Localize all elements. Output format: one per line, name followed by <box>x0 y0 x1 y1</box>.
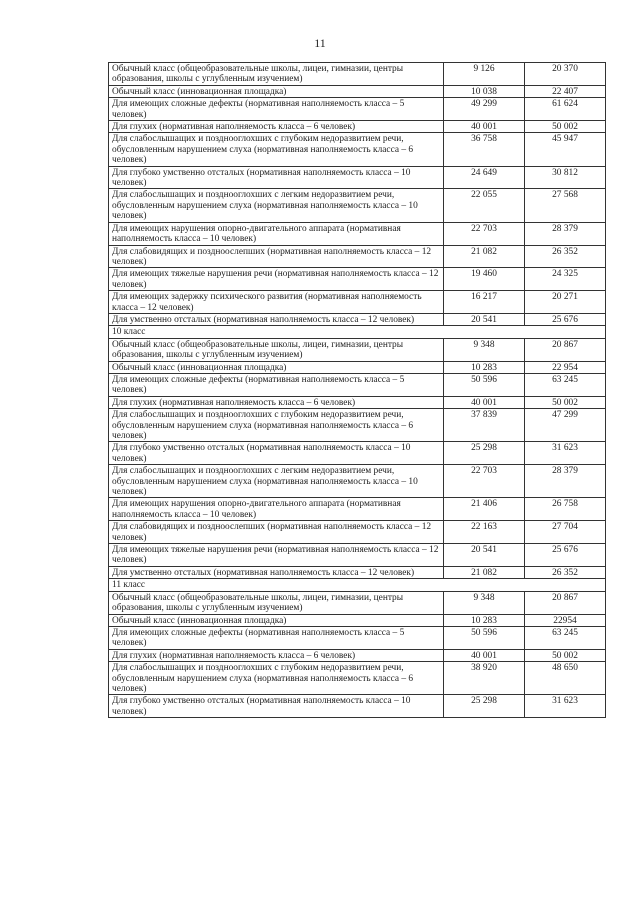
class-description-cell: Для имеющих задержку психического развития (нормативная наполняемость класса – 12 человек) <box>109 291 444 314</box>
cost-norms-table <box>108 62 606 718</box>
table-row <box>109 396 606 408</box>
table-body <box>109 63 606 718</box>
norm-value-2-cell: 26 758 <box>525 498 606 521</box>
table-row <box>109 521 606 544</box>
class-description-cell: Обычный класс (инновационная площадка) <box>109 614 444 626</box>
norm-value-2-cell: 25 676 <box>525 544 606 567</box>
norm-value-2-cell: 27 568 <box>525 189 606 222</box>
table-row <box>109 85 606 97</box>
norm-value-1-cell: 22 703 <box>444 222 525 245</box>
table-row <box>109 313 606 325</box>
section-title: 11 класс <box>109 579 606 591</box>
table-row <box>109 291 606 314</box>
class-description-cell: Для умственно отсталых (нормативная наполняемость класса – 12 человек) <box>109 313 444 325</box>
class-description-cell: Для слабовидящих и поздноослепших (нормативная наполняемость класса – 12 человек) <box>109 521 444 544</box>
table-row <box>109 166 606 189</box>
class-description-cell: Для имеющих нарушения опорно-двигательного аппарата (нормативная наполняемость класса – 10 человек) <box>109 222 444 245</box>
table-row <box>109 626 606 649</box>
norm-value-2-cell: 25 676 <box>525 313 606 325</box>
table-row <box>109 338 606 361</box>
class-description-cell: Для слабослышащих и позднооглохших с легким недоразвитием речи, обусловленным нарушением слуха (нормативная наполняемость класса – 10 человек) <box>109 189 444 222</box>
class-description-cell: Для имеющих сложные дефекты (нормативная наполняемость класса – 5 человек) <box>109 373 444 396</box>
table-row <box>109 614 606 626</box>
norm-value-1-cell: 22 703 <box>444 465 525 498</box>
class-description-cell: Обычный класс (инновационная площадка) <box>109 361 444 373</box>
norm-value-1-cell: 9 348 <box>444 338 525 361</box>
class-description-cell: Для имеющих тяжелые нарушения речи (нормативная наполняемость класса – 12 человек) <box>109 268 444 291</box>
table-row <box>109 498 606 521</box>
norm-value-1-cell: 21 082 <box>444 245 525 268</box>
table-row <box>109 649 606 661</box>
norm-value-1-cell: 22 163 <box>444 521 525 544</box>
norm-value-1-cell: 50 596 <box>444 373 525 396</box>
class-description-cell: Для имеющих нарушения опорно-двигательного аппарата (нормативная наполняемость класса – 10 человек) <box>109 498 444 521</box>
norm-value-2-cell: 31 623 <box>525 695 606 718</box>
norm-value-1-cell: 25 298 <box>444 442 525 465</box>
norm-value-1-cell: 22 055 <box>444 189 525 222</box>
table-row <box>109 409 606 442</box>
norm-value-1-cell: 50 596 <box>444 626 525 649</box>
norm-value-1-cell: 36 758 <box>444 133 525 166</box>
norm-value-2-cell: 63 245 <box>525 626 606 649</box>
norm-value-2-cell: 22954 <box>525 614 606 626</box>
norm-value-2-cell: 50 002 <box>525 121 606 133</box>
norm-value-1-cell: 40 001 <box>444 396 525 408</box>
norm-value-1-cell: 49 299 <box>444 98 525 121</box>
norm-value-2-cell: 28 379 <box>525 465 606 498</box>
norm-value-1-cell: 40 001 <box>444 121 525 133</box>
norm-value-2-cell: 22 954 <box>525 361 606 373</box>
norm-value-1-cell: 9 126 <box>444 63 525 86</box>
norm-value-2-cell: 28 379 <box>525 222 606 245</box>
norm-value-1-cell: 9 348 <box>444 591 525 614</box>
norm-value-2-cell: 22 407 <box>525 85 606 97</box>
section-header-row <box>109 326 606 338</box>
norm-value-2-cell: 63 245 <box>525 373 606 396</box>
norm-value-1-cell: 37 839 <box>444 409 525 442</box>
norm-value-2-cell: 20 867 <box>525 591 606 614</box>
norm-value-2-cell: 31 623 <box>525 442 606 465</box>
class-description-cell: Для слабослышащих и позднооглохших с глубоким недоразвитием речи, обусловленным нарушением слуха (нормативная наполняемость класса – 6 человек) <box>109 409 444 442</box>
class-description-cell: Для слабослышащих и позднооглохших с глубоким недоразвитием речи, обусловленным нарушением слуха (нормативная наполняемость класса – 6 человек) <box>109 662 444 695</box>
norm-value-1-cell: 40 001 <box>444 649 525 661</box>
class-description-cell: Обычный класс (инновационная площадка) <box>109 85 444 97</box>
class-description-cell: Для слабослышащих и позднооглохших с легким недоразвитием речи, обусловленным нарушением слуха (нормативная наполняемость класса – 10 человек) <box>109 465 444 498</box>
class-description-cell: Для умственно отсталых (нормативная наполняемость класса – 12 человек) <box>109 566 444 578</box>
page-number: 11 <box>314 36 326 50</box>
norm-value-2-cell: 48 650 <box>525 662 606 695</box>
table-row <box>109 245 606 268</box>
table-row <box>109 373 606 396</box>
table-row <box>109 133 606 166</box>
norm-value-2-cell: 20 370 <box>525 63 606 86</box>
norm-value-2-cell: 61 624 <box>525 98 606 121</box>
class-description-cell: Для глубоко умственно отсталых (нормативная наполняемость класса – 10 человек) <box>109 442 444 465</box>
norm-value-2-cell: 47 299 <box>525 409 606 442</box>
norm-value-2-cell: 30 812 <box>525 166 606 189</box>
table-row <box>109 544 606 567</box>
table-row <box>109 695 606 718</box>
class-description-cell: Для глухих (нормативная наполняемость класса – 6 человек) <box>109 121 444 133</box>
norm-value-1-cell: 10 038 <box>444 85 525 97</box>
class-description-cell: Для слабовидящих и поздноослепших (нормативная наполняемость класса – 12 человек) <box>109 245 444 268</box>
table-row <box>109 442 606 465</box>
class-description-cell: Для глухих (нормативная наполняемость класса – 6 человек) <box>109 649 444 661</box>
class-description-cell: Обычный класс (общеобразовательные школы, лицеи, гимназии, центры образования, школы с углубленным изучением) <box>109 591 444 614</box>
class-description-cell: Для глухих (нормативная наполняемость класса – 6 человек) <box>109 396 444 408</box>
table-row <box>109 189 606 222</box>
norm-value-1-cell: 10 283 <box>444 361 525 373</box>
norm-value-1-cell: 16 217 <box>444 291 525 314</box>
table-row <box>109 121 606 133</box>
norm-value-1-cell: 10 283 <box>444 614 525 626</box>
table-row <box>109 465 606 498</box>
table-row <box>109 361 606 373</box>
class-description-cell: Обычный класс (общеобразовательные школы, лицеи, гимназии, центры образования, школы с углубленным изучением) <box>109 63 444 86</box>
class-description-cell: Для имеющих сложные дефекты (нормативная наполняемость класса – 5 человек) <box>109 98 444 121</box>
norm-value-2-cell: 20 271 <box>525 291 606 314</box>
class-description-cell: Для слабослышащих и позднооглохших с глубоким недоразвитием речи, обусловленным нарушением слуха (нормативная наполняемость класса – 6 человек) <box>109 133 444 166</box>
norm-value-1-cell: 38 920 <box>444 662 525 695</box>
class-description-cell: Для имеющих сложные дефекты (нормативная наполняемость класса – 5 человек) <box>109 626 444 649</box>
norm-value-1-cell: 24 649 <box>444 166 525 189</box>
table-row <box>109 662 606 695</box>
norm-value-2-cell: 50 002 <box>525 396 606 408</box>
norm-value-1-cell: 20 541 <box>444 313 525 325</box>
table-row <box>109 98 606 121</box>
norm-value-1-cell: 25 298 <box>444 695 525 718</box>
norm-value-1-cell: 21 082 <box>444 566 525 578</box>
norm-value-2-cell: 50 002 <box>525 649 606 661</box>
section-header-row <box>109 579 606 591</box>
table-row <box>109 268 606 291</box>
norm-value-1-cell: 19 460 <box>444 268 525 291</box>
table-row <box>109 566 606 578</box>
norm-value-2-cell: 24 325 <box>525 268 606 291</box>
norm-value-2-cell: 27 704 <box>525 521 606 544</box>
class-description-cell: Для глубоко умственно отсталых (нормативная наполняемость класса – 10 человек) <box>109 695 444 718</box>
norm-value-2-cell: 26 352 <box>525 566 606 578</box>
norm-value-2-cell: 45 947 <box>525 133 606 166</box>
table-row <box>109 222 606 245</box>
norm-value-1-cell: 21 406 <box>444 498 525 521</box>
section-title: 10 класс <box>109 326 606 338</box>
table-row <box>109 591 606 614</box>
norm-value-1-cell: 20 541 <box>444 544 525 567</box>
class-description-cell: Для имеющих тяжелые нарушения речи (нормативная наполняемость класса – 12 человек) <box>109 544 444 567</box>
table-row <box>109 63 606 86</box>
norm-value-2-cell: 20 867 <box>525 338 606 361</box>
norm-value-2-cell: 26 352 <box>525 245 606 268</box>
class-description-cell: Для глубоко умственно отсталых (нормативная наполняемость класса – 10 человек) <box>109 166 444 189</box>
class-description-cell: Обычный класс (общеобразовательные школы, лицеи, гимназии, центры образования, школы с углубленным изучением) <box>109 338 444 361</box>
